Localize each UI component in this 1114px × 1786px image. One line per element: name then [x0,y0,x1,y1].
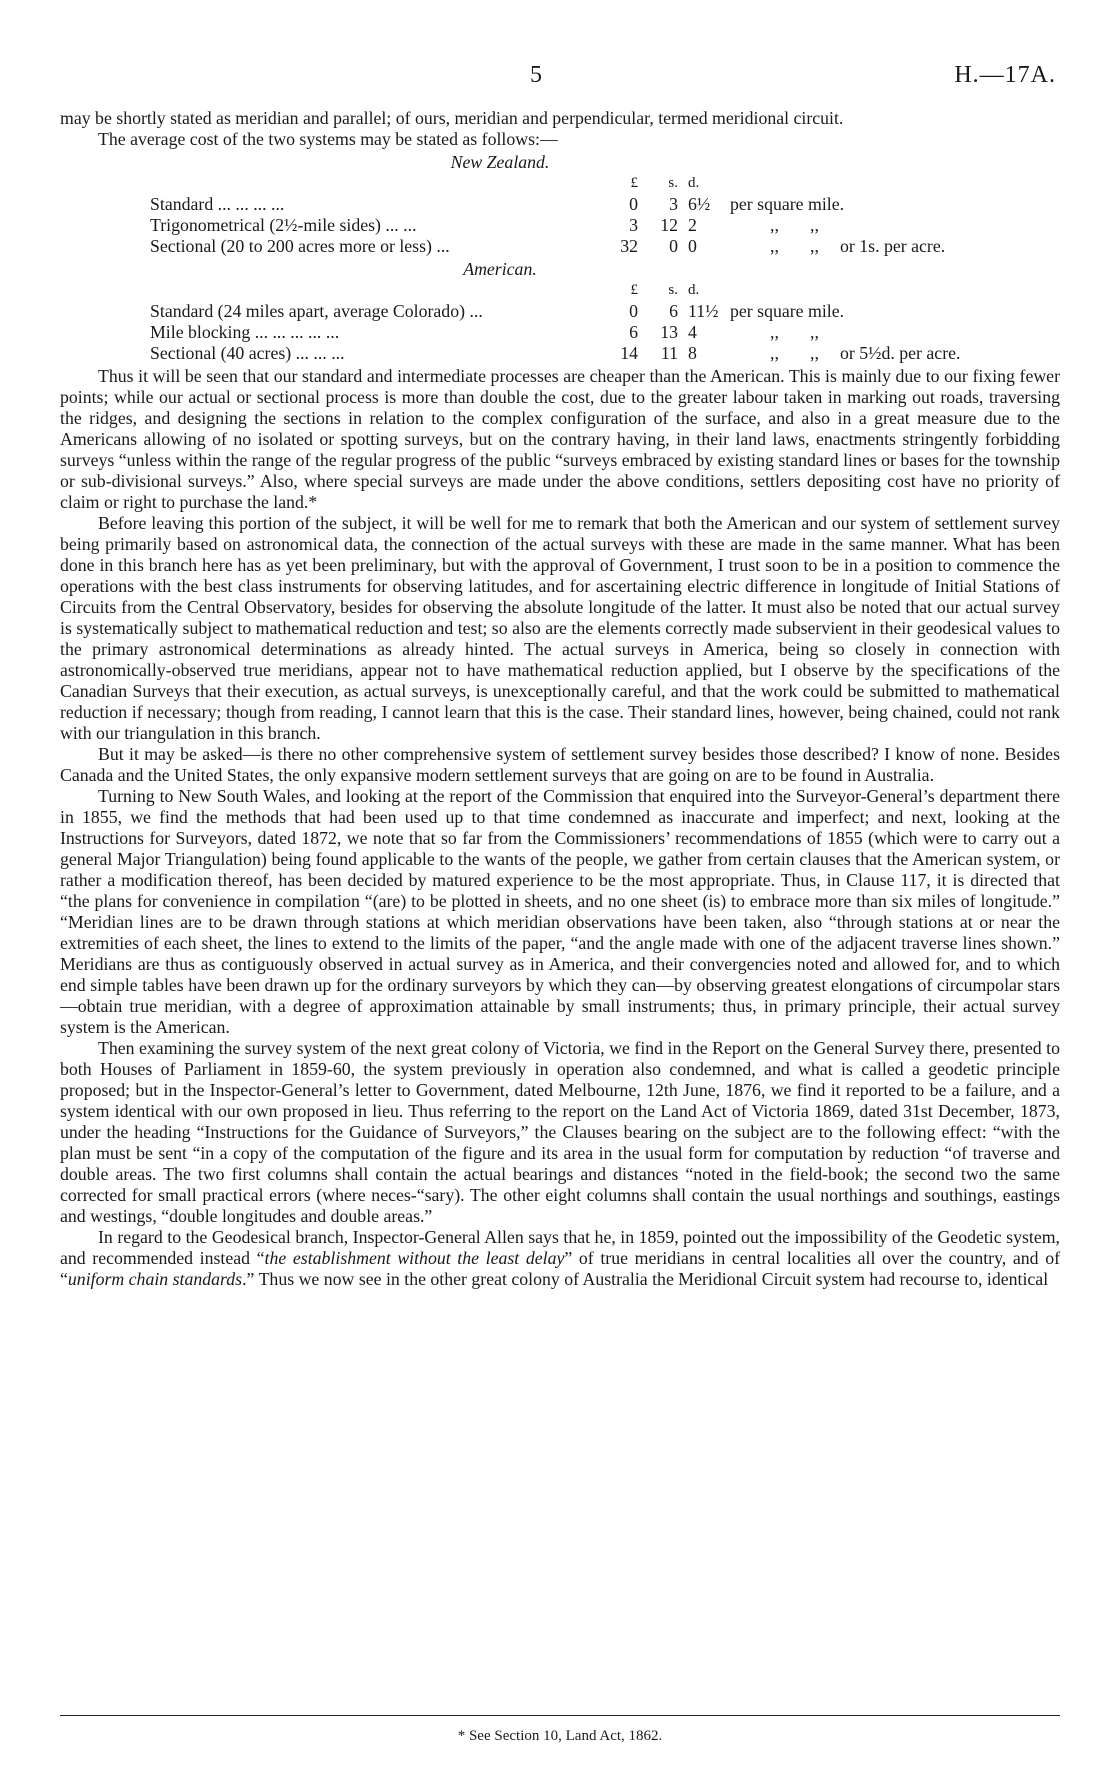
column-header-pence: d. [688,175,700,191]
column-header-pence: d. [688,282,700,298]
table-heading: American. [463,259,537,279]
table-column-headers [150,280,1060,301]
quoted-emphasis: uniform chain standards [67,1269,243,1289]
column-header-shillings: s. [668,282,678,298]
table-column-headers [150,173,1060,194]
table-row: Mile blocking ... ... ... ... ... 6 13 4 ,, ,, [150,322,819,342]
table-row: Sectional (40 acres) ... ... ... 14 11 8 ,, ,, or 5½d. per acre. [150,343,961,363]
table-row: Standard (24 miles apart, average Colorado) ... 0 6 11½ per square mile. [150,301,845,321]
intro-line: may be shortly stated as meridian and parallel; of ours, meridian and perpendicular, termed meridional circuit. [60,108,844,128]
table-row: Standard ... ... ... ... 0 3 6½ per square mile. [150,194,845,214]
intro-line: The average cost of the two systems may be stated as follows:— [98,129,558,149]
body-text [60,108,1060,1290]
paragraph: Turning to New South Wales, and looking at the report of the Commission that enquired into the Surveyor-General’s department there in 1855, we find the methods that had been used up to that time condemned as inaccurate and imperfect; and next, looking at the Instructions for Surveyors, dated 1872, we note that so far from the Commissioners’ recommendations of 1855 (which were to carry out a general Major Triangulation) being found applicable to the wants of the people, we gather from certain clauses that the American system, or rather a modification thereof, has been decided by matured experience to be the most appropriate. Thus, in Clause 117, it is directed that “the plans for convenience in compilation “(are) to be plotted in sheets, and no one sheet (is) to embrace more than six miles of longitude.” “Meridian lines are to be drawn through stations at which meridian observations have been taken, also “through stations at or near the extremities of each sheet, the lines to extend to the limits of the paper, “and the angle made with one of the adjacent traverse lines shown.” Meridians are thus as contiguously observed in actual survey as in America, and their convergencies noted and allowed for, and to which end simple tables have been drawn up for the ordinary surveyors by which they can—by observing greatest elongations of circumpolar stars—obtain true meridian, with a degree of approximation attainable by small instruments; thus, in primary principle, their actual survey system is the American. [60,786,1060,1037]
paragraph: Then examining the survey system of the next great colony of Victoria, we find in the Report on the General Survey there, presented to both Houses of Parliament in 1859-60, the system previously in operation also condemned, and what is called a geodetic principle proposed; but in the Inspector-General’s letter to Government, dated Melbourne, 12th June, 1876, we find it reported to be a failure, and a system identical with our own proposed in lieu. Thus referring to the report on the Land Act of Victoria 1869, dated 31st December, 1873, under the heading “Instructions for the Guidance of Surveyors,” the Clauses bearing on the subject are to the following effect: “with the plan must be sent “in a copy of the computation of the figure and its area in the usual form for computation by reduction “of traverse and double areas. The two first columns shall contain the actual bearings and distances “noted in the field-book; the second two the same corrected for small practical errors (where neces-“sary). The other eight columns shall contain the usual northings and southings, eastings and westings, “double longitudes and double areas.” [60,1038,1060,1226]
document-reference: H.—17A. [954,62,1056,88]
table-row: Sectional (20 to 200 acres more or less) ... 32 0 0 ,, ,, or 1s. per acre. [150,236,946,256]
footnote-divider [60,1715,1060,1716]
paragraph: But it may be asked—is there no other comprehensive system of settlement survey besides those described? I know of none. Besides Canada and the United States, the only expansive modern settlement surveys that are going on are to be found in Australia. [60,744,1060,785]
column-header-shillings: s. [668,175,678,191]
table-row: Trigonometrical (2½-mile sides) ... ... 3 12 2 ,, ,, [150,215,819,235]
column-header-pounds: £ [630,175,638,191]
column-header-pounds: £ [630,282,638,298]
cost-table-american [150,259,1060,364]
footnote: * See Section 10, Land Act, 1862. [457,1728,663,1744]
paragraph: Before leaving this portion of the subject, it will be well for me to remark that both the American and our system of settlement survey being primarily based on astronomical data, the connection of the actual surveys with these are made in the same manner. What has been done in this branch here has as yet been preliminary, but with the approval of Government, I trust soon to be in a position to commence the operations with the best class instruments for observing latitudes, and for ascertaining electric difference in longitude of Initial Stations of Circuits from the Central Observatory, besides for observing the absolute longitude of the latter. It must also be noted that our actual survey is systematically subject to mathematical reduction and test; so also are the elements correctly made subservient in their geodesical values to the primary astronomical determinations as already hinted. The actual surveys in America, being so closely in connection with astronomically-observed true meridians, appear not to have mathematical reduction applied, but I observe by the specifications of the Canadian Surveys that their execution, as actual surveys, is unexceptionally careful, and that the work could be submitted to mathematical reduction if necessary; though from reading, I cannot learn that this is the case. Their standard lines, however, being chained, could not rank with our triangulation in this branch. [60,513,1060,743]
quoted-emphasis: the establishment without the least delay [264,1248,565,1268]
page-number: 5 [530,62,542,88]
table-heading: New Zealand. [450,152,550,172]
cost-table-new-zealand [150,152,1060,257]
paragraph: In regard to the Geodesical branch, Inspector-General Allen says that he, in 1859, pointed out the impossibility of the Geodetic system, and recommended instead “the establishment without the least delay” of true meridians in central localities all over the country, and of “uniform chain standards.” Thus we now see in the other great colony of Australia the Meridional Circuit system had recourse to, identical [60,1227,1061,1289]
paragraph: Thus it will be seen that our standard and intermediate processes are cheaper than the American. This is mainly due to our fixing fewer points; while our actual or sectional process is more than double the cost, due to the greater labour taken in marking out roads, traversing the ridges, and designing the sections in relation to the complex configuration of the surface, and also in a great measure due to the Americans allowing of no isolated or spotting surveys, but on the contrary having, in their land laws, enactments stringently forbidding surveys “unless within the range of the regular progress of the public “surveys embraced by existing standard lines or bases for the township or sub-divisional surveys.” Also, where special surveys are made under the above conditions, settlers depositing cost have no priority of claim or right to purchase the land.* [60,366,1060,512]
